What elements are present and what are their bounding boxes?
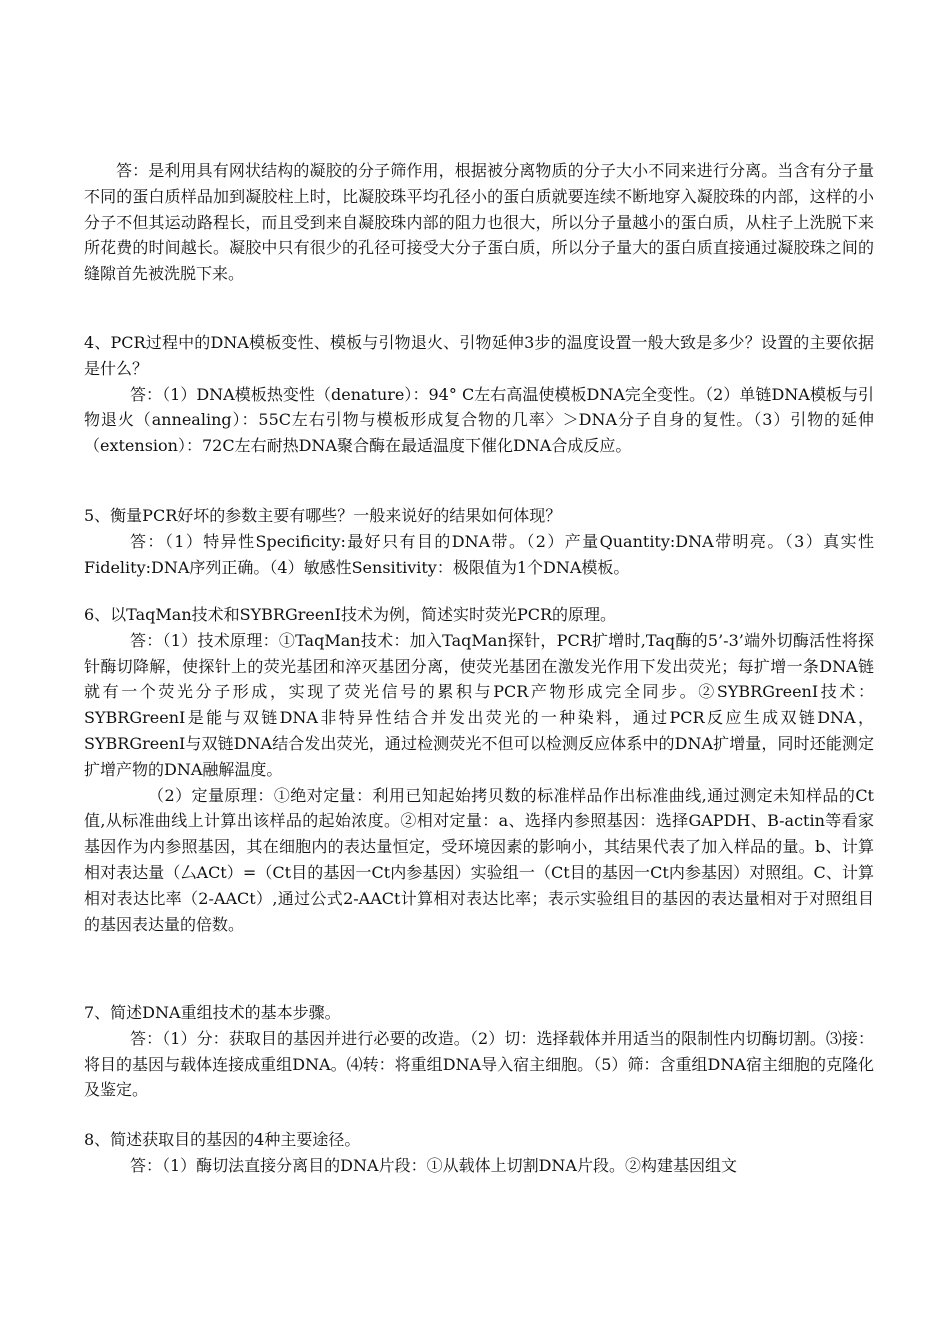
question-block-6 (84, 602, 874, 937)
answer-text: 答：是利用具有网状结构的凝胶的分子筛作用，根据被分离物质的分子大小不同来进行分离。当含有分子量不同的蛋白质样品加到凝胶柱上时，比凝胶珠平均孔径小的蛋白质就要连续不断地穿入凝胶珠的内部，这样的小分子不但其运动路程长，而且受到来自凝胶珠内部的阻力也很大，所以分子量越小的蛋白质，从柱子上洗脱下来所花费的时间越长。凝胶中只有很少的孔径可接受大分子蛋白质，所以分子量大的蛋白质直接通过凝胶珠之间的缝隙首先被洗脱下来。 (84, 161, 874, 284)
answer-text: 答：（1）酶切法直接分离目的DNA片段：①从载体上切割DNA片段。②构建基因组文 (130, 1155, 737, 1175)
question-text: 8、简述获取目的基因的4种主要途径。 (84, 1130, 361, 1149)
question-block-5 (84, 503, 874, 580)
answer-text: 答：（1）分：获取目的基因并进行必要的改造。（2）切：选择载体并用适当的限制性内切酶切割。⑶接：将目的基因与载体连接成重组DNA。⑷转：将重组DNA导入宿主细胞。（5）筛：含重组DNA宿主细胞的克隆化及鉴定。 (84, 1028, 874, 1100)
question-block-8 (84, 1127, 874, 1179)
question-block-7 (84, 1000, 874, 1103)
answer-text: 答：（1）DNA模板热变性（denature）：94° C左右高温使模板DNA完全变性。（2）单链DNA模板与引物退火（annealing）：55C左右引物与模板形成复合物的几率〉＞DNA分子自身的复性。（3）引物的延伸（extension）：72C左右耐热DNA聚合酶在最适温度下催化DNA合成反应。 (84, 384, 874, 456)
answer-text-part-2: （2）定量原理：①绝对定量：利用已知起始拷贝数的标准样品作出标准曲线,通过测定未知样品的Ct值,从标准曲线上计算出该样品的起始浓度。②相对定量：a、选择内参照基因：选择GAPDH、B-actin等看家基因作为内参照基因，其在细胞内的表达量恒定，受环境因素的影响小，其结果代表了加入样品的量。b、计算相对表达量（厶ACt）=（Ct目的基因一Ct内参基因）实验组一（Ct目的基因一Ct内参基因）对照组。C、计算相对表达比率（2-AACt）,通过公式2-AACt计算相对表达比率；表示实验组目的基因的表达量相对于对照组目的基因表达量的倍数。 (84, 785, 874, 934)
question-block-4 (84, 330, 874, 459)
answer-text: 答：（1）特异性Specificity:最好只有目的DNA带。（2）产量Quantity:DNA带明亮。（3）真实性Fidelity:DNA序列正确。（4）敏感性Sensitivity：极限值为1个DNA模板。 (84, 531, 874, 577)
question-text: 5、衡量PCR好坏的参数主要有哪些？一般来说好的结果如何体现？ (84, 506, 562, 525)
question-text: 4、PCR过程中的DNA模板变性、模板与引物退火、引物延伸3步的温度设置一般大致是多少？设置的主要依据是什么？ (84, 333, 874, 378)
question-text: 7、简述DNA重组技术的基本步骤。 (84, 1003, 341, 1022)
question-text: 6、以TaqMan技术和SYBRGreenI技术为例，简述实时荧光PCR的原理。 (84, 605, 616, 624)
answer-text: 答：（1）技术原理：①TaqMan技术：加入TaqMan探针，PCR扩增时,Taq酶的5’-3’端外切酶活性将探针酶切降解，使探针上的荧光基团和淬灭基团分离，使荧光基团在激发光作用下发出荧光；每扩增一条DNA链就有一个荧光分子形成，实现了荧光信号的累积与PCR产物形成完全同步。②SYBRGreenI技术：SYBRGreenI是能与双链DNA非特异性结合并发出荧光的一种染料，通过PCR反应生成双链DNA，SYBRGreenI与双链DNA结合发出荧光，通过检测荧光不但可以检测反应体系中的DNA扩增量，同时还能测定扩增产物的DNA融解温度。 (84, 630, 874, 779)
answer-block-gel-filtration (84, 158, 874, 287)
